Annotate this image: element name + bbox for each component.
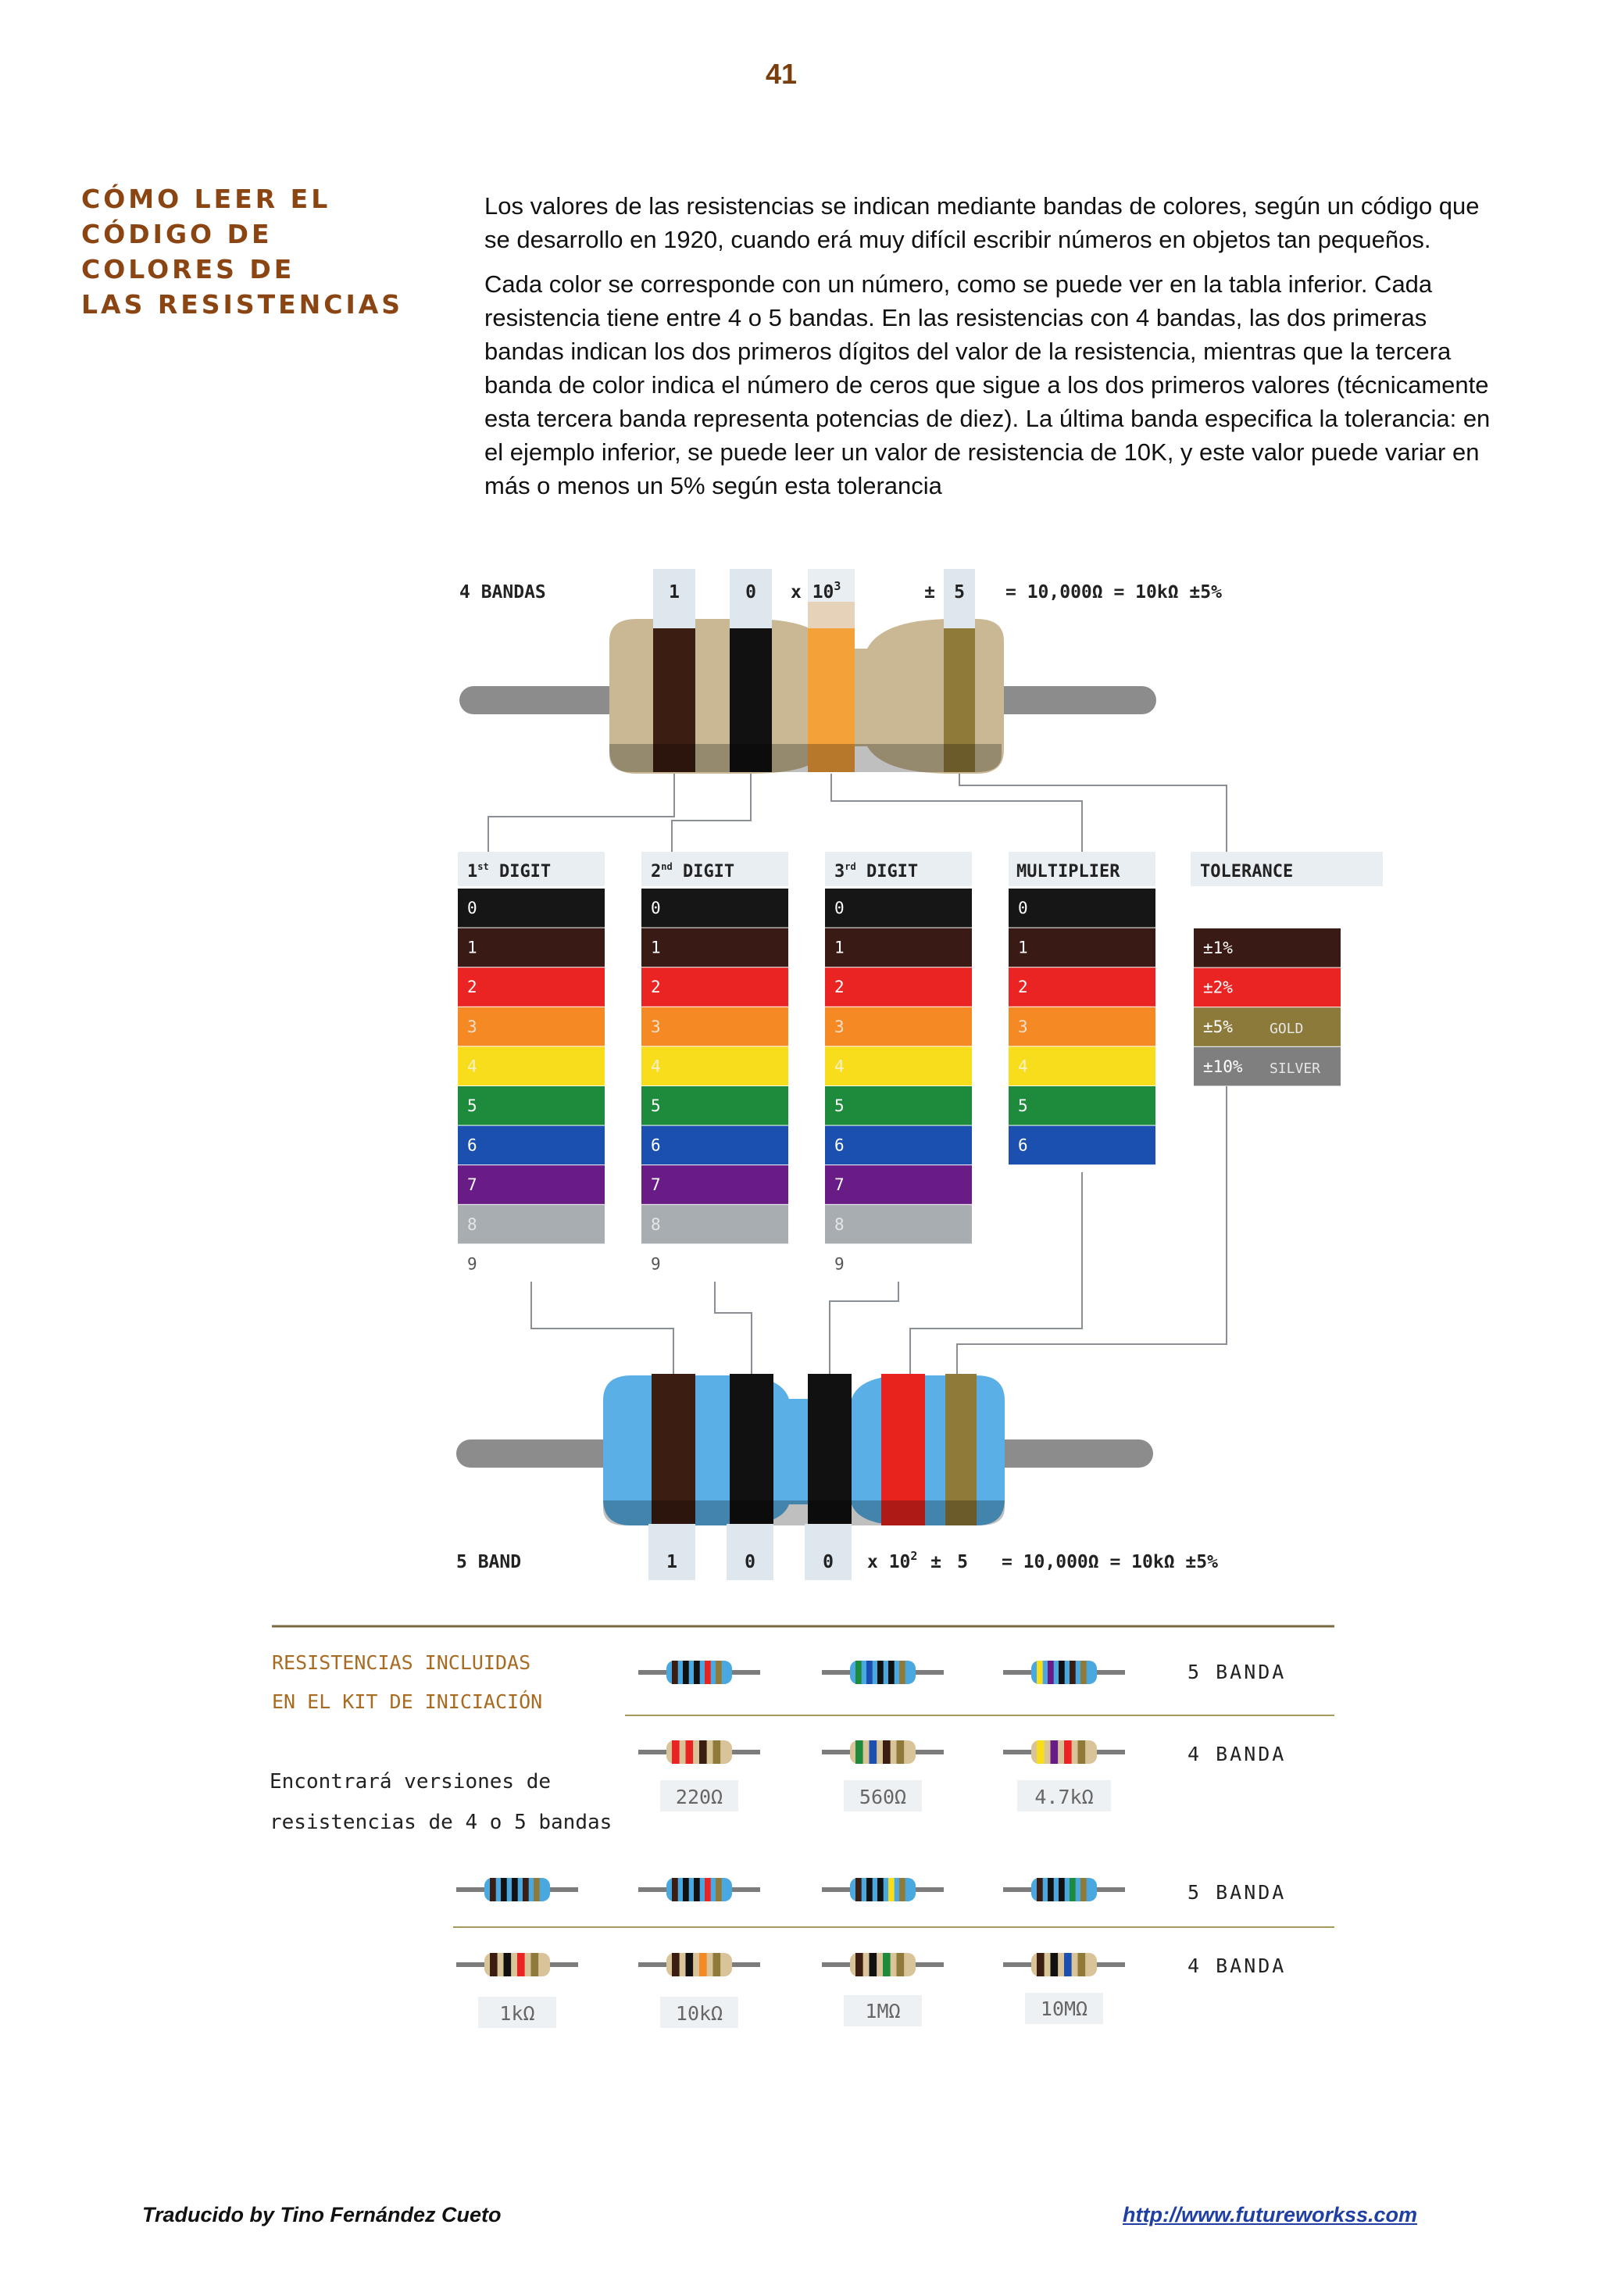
tolerance-column	[1191, 852, 1383, 1085]
value-label-1k	[478, 1997, 556, 2028]
color-row-4	[825, 1046, 972, 1085]
five-band-digit-1: 1	[666, 1552, 677, 1572]
five-band-tolerance-sign: ±	[930, 1552, 941, 1572]
column-4-title: MULTIPLIER	[1016, 862, 1120, 882]
digit-label-2: 2	[834, 978, 845, 997]
digit-column-1-rows	[458, 889, 605, 1283]
svg-text:10MΩ: 10MΩ	[1040, 1997, 1088, 2020]
svg-text:4.7kΩ: 4.7kΩ	[1034, 1786, 1094, 1808]
color-row-4	[1009, 1046, 1155, 1085]
value-label-10k	[660, 1997, 738, 2028]
color-row-3	[1009, 1007, 1155, 1046]
digit-label-2: 2	[651, 978, 661, 997]
digit-label-1: 1	[467, 938, 477, 957]
five-band-tolerance-value: 5	[957, 1552, 968, 1572]
heading-line-2: CÓDIGO DE	[81, 219, 273, 249]
kit-row-4-label: 4 BANDA	[1188, 1954, 1287, 1977]
digit-label-8: 8	[834, 1214, 845, 1234]
color-row-4	[641, 1046, 788, 1085]
mini-resistor-icon	[638, 1661, 760, 1684]
digit-label-7: 7	[467, 1175, 477, 1195]
multiplier-column-rows	[1009, 889, 1155, 1164]
column-3-title: 3rd DIGIT	[834, 861, 919, 882]
four-band-label: 4 BANDAS	[459, 582, 546, 603]
color-row-2	[1009, 967, 1155, 1007]
digit-label-3: 3	[651, 1017, 661, 1036]
digit-label-5: 5	[467, 1096, 477, 1115]
digit-column-2	[641, 852, 788, 1283]
footer-translator-credit: Traducido by Tino Fernández Cueto	[142, 2203, 502, 2226]
digit-label-4: 4	[834, 1057, 845, 1076]
kit-row-1-label: 5 BANDA	[1188, 1661, 1287, 1683]
mini-resistor-icon	[638, 1953, 760, 1976]
digit-label-3: 3	[1018, 1017, 1028, 1036]
digit-label-6: 6	[834, 1135, 845, 1155]
color-row-5	[641, 1086, 788, 1125]
tolerance-rows	[1194, 928, 1341, 1085]
color-row-3	[825, 1007, 972, 1046]
mini-resistor-icon	[456, 1878, 578, 1901]
digit-label-4: 4	[1018, 1057, 1028, 1076]
color-row-6	[1009, 1126, 1155, 1165]
digit-column-1	[458, 852, 605, 1283]
digit-column-3-rows	[825, 889, 972, 1283]
mini-resistor-icon	[638, 1878, 760, 1901]
color-row-5	[825, 1086, 972, 1125]
color-row-2	[641, 967, 788, 1007]
five-band-digit-3: 0	[823, 1552, 834, 1572]
tolerance-name-2: GOLD	[1270, 1021, 1304, 1038]
digit-label-3: 3	[834, 1017, 845, 1036]
color-row-2	[458, 967, 605, 1007]
digit-label-7: 7	[834, 1175, 845, 1195]
color-row-8	[825, 1205, 972, 1244]
digit-label-6: 6	[467, 1135, 477, 1155]
color-row-6	[458, 1126, 605, 1165]
color-row-9	[458, 1244, 605, 1283]
svg-text:10kΩ: 10kΩ	[675, 2002, 723, 2025]
color-row-2	[825, 967, 972, 1007]
color-row-1	[825, 928, 972, 967]
mini-resistor-icon	[1003, 1661, 1125, 1684]
digit-label-0: 0	[467, 899, 477, 917]
value-label-4k7	[1017, 1780, 1111, 1811]
digit-label-4: 4	[651, 1057, 661, 1076]
tolerance-name-3: SILVER	[1270, 1060, 1321, 1077]
four-band-resistor	[459, 569, 1222, 781]
four-band-tolerance-sign: ±	[924, 582, 935, 603]
digit-label-9: 9	[834, 1254, 845, 1274]
mini-resistor-icon	[1003, 1878, 1125, 1901]
mini-resistor-icon	[822, 1953, 944, 1976]
mini-resistor-icon	[822, 1878, 944, 1901]
kit-title-line-1: RESISTENCIAS INCLUIDAS	[272, 1651, 531, 1674]
color-row-1	[641, 928, 788, 967]
color-row-9	[641, 1244, 788, 1283]
kit-title-line-2: EN EL KIT DE INICIACIÓN	[272, 1690, 543, 1713]
tolerance-title: TOLERANCE	[1200, 862, 1294, 882]
digit-label-6: 6	[1018, 1135, 1028, 1155]
color-row-3	[641, 1007, 788, 1046]
mini-resistor-icon	[638, 1740, 760, 1764]
kit-row-2-label: 4 BANDA	[1188, 1743, 1287, 1765]
digit-label-3: 3	[467, 1017, 477, 1036]
svg-text:220Ω: 220Ω	[675, 1786, 723, 1808]
paragraph-2: Cada color se corresponde con un número, como se puede ver en la tabla inferior. Cada resistencia tiene entre 4 o 5 bandas. En las resistencias con 4 bandas, las dos primeras bandas indican los dos primeros dígitos del valor de la resistencia, mientras que la tercera banda de color indica el número de ceros que sigue a los dos primeros valores (técnicamente esta tercera banda representa potencias de diez). La última banda especifica la tolerancia: en el ejemplo inferior, se puede leer un valor de resistencia de 10K, y este valor puede variar en más o menos un 5% según esta tolerancia	[484, 270, 1491, 499]
svg-text:1kΩ: 1kΩ	[499, 2002, 535, 2025]
digit-label-4: 4	[467, 1057, 477, 1076]
svg-text:560Ω: 560Ω	[859, 1786, 907, 1808]
digit-label-5: 5	[651, 1096, 661, 1115]
digit-label-9: 9	[467, 1254, 477, 1274]
digit-label-2: 2	[1018, 978, 1028, 997]
digit-label-5: 5	[834, 1096, 845, 1115]
digit-label-6: 6	[651, 1135, 661, 1155]
heading-line-1: CÓMO LEER EL	[81, 184, 331, 214]
digit-label-0: 0	[1018, 899, 1028, 917]
digit-label-1: 1	[651, 938, 661, 957]
color-row-0	[825, 889, 972, 928]
digit-label-2: 2	[467, 978, 477, 997]
connector-lines-top	[488, 774, 1227, 857]
four-band-result: = 10,000Ω = 10kΩ ±5%	[1005, 582, 1222, 603]
color-row-5	[1009, 1086, 1155, 1125]
heading-line-4: LAS RESISTENCIAS	[81, 289, 404, 320]
kit-note-line-2: resistencias de 4 o 5 bandas	[270, 1811, 612, 1834]
paragraph-1: Los valores de las resistencias se indican mediante bandas de colores, según un código que se desarrollo en 1920, cuando erá muy difícil escribir números en objetos tan pequeños.	[484, 192, 1480, 253]
tolerance-value-1: ±2%	[1203, 978, 1233, 997]
page-number: 41	[765, 58, 798, 90]
value-label-220	[660, 1780, 738, 1811]
value-label-1m	[844, 1995, 922, 2026]
color-row-8	[641, 1205, 788, 1244]
digit-label-5: 5	[1018, 1096, 1028, 1115]
digit-label-1: 1	[1018, 938, 1028, 957]
kit-section	[270, 1626, 1334, 2028]
digit-label-9: 9	[651, 1254, 661, 1274]
column-1-title: 1st DIGIT	[467, 861, 552, 882]
color-row-1	[458, 928, 605, 967]
digit-label-0: 0	[651, 899, 661, 917]
color-row-8	[458, 1205, 605, 1244]
mini-resistor-icon	[456, 1953, 578, 1976]
color-row-5	[458, 1086, 605, 1125]
digit-label-0: 0	[834, 899, 845, 917]
color-code-table	[458, 852, 1383, 1283]
digit-label-8: 8	[651, 1214, 661, 1234]
tolerance-value-2: ±5%	[1203, 1017, 1233, 1037]
mini-resistor-icon	[822, 1661, 944, 1684]
digit-column-2-rows	[641, 889, 788, 1283]
four-band-digit-1: 1	[669, 582, 680, 603]
five-band-resistor	[456, 1368, 1218, 1580]
digit-column-3	[825, 852, 972, 1283]
four-band-tolerance-value: 5	[954, 582, 965, 603]
color-row-4	[458, 1046, 605, 1085]
mini-resistor-icon	[822, 1740, 944, 1764]
kit-note-line-1: Encontrará versiones de	[270, 1770, 552, 1794]
color-row-6	[641, 1126, 788, 1165]
value-label-560	[844, 1780, 922, 1811]
color-row-7	[458, 1165, 605, 1204]
heading-line-3: COLORES DE	[81, 254, 295, 284]
four-band-digit-2: 0	[745, 582, 756, 603]
digit-label-7: 7	[651, 1175, 661, 1195]
tolerance-value-0: ±1%	[1203, 939, 1233, 957]
mini-resistor-icon	[1003, 1953, 1125, 1976]
kit-row-3-label: 5 BANDA	[1188, 1881, 1287, 1904]
color-row-1	[1009, 928, 1155, 967]
five-band-multiplier: x $10^2$	[867, 1549, 918, 1572]
four-band-multiplier: x $10^3$	[791, 579, 841, 603]
color-row-6	[825, 1126, 972, 1165]
tolerance-value-3: ±10%	[1203, 1057, 1243, 1076]
color-row-3	[458, 1007, 605, 1046]
mini-resistor-icon	[1003, 1740, 1125, 1764]
color-row-7	[641, 1165, 788, 1204]
value-label-10m	[1025, 1993, 1103, 2024]
color-row-9	[825, 1244, 972, 1283]
footer-website-link[interactable]: http://www.futureworkss.com	[1123, 2203, 1418, 2226]
five-band-result: = 10,000Ω = 10kΩ ±5%	[1002, 1552, 1218, 1572]
column-2-title: 2nd DIGIT	[651, 861, 735, 882]
five-band-digit-2: 0	[745, 1552, 755, 1572]
multiplier-column	[1009, 852, 1155, 1164]
color-row-0	[1009, 889, 1155, 928]
five-band-label: 5 BAND	[456, 1552, 522, 1572]
color-row-0	[641, 889, 788, 928]
color-row-0	[458, 889, 605, 928]
digit-label-1: 1	[834, 938, 845, 957]
color-row-7	[825, 1165, 972, 1204]
svg-text:1MΩ: 1MΩ	[865, 2000, 901, 2022]
digit-label-8: 8	[467, 1214, 477, 1234]
